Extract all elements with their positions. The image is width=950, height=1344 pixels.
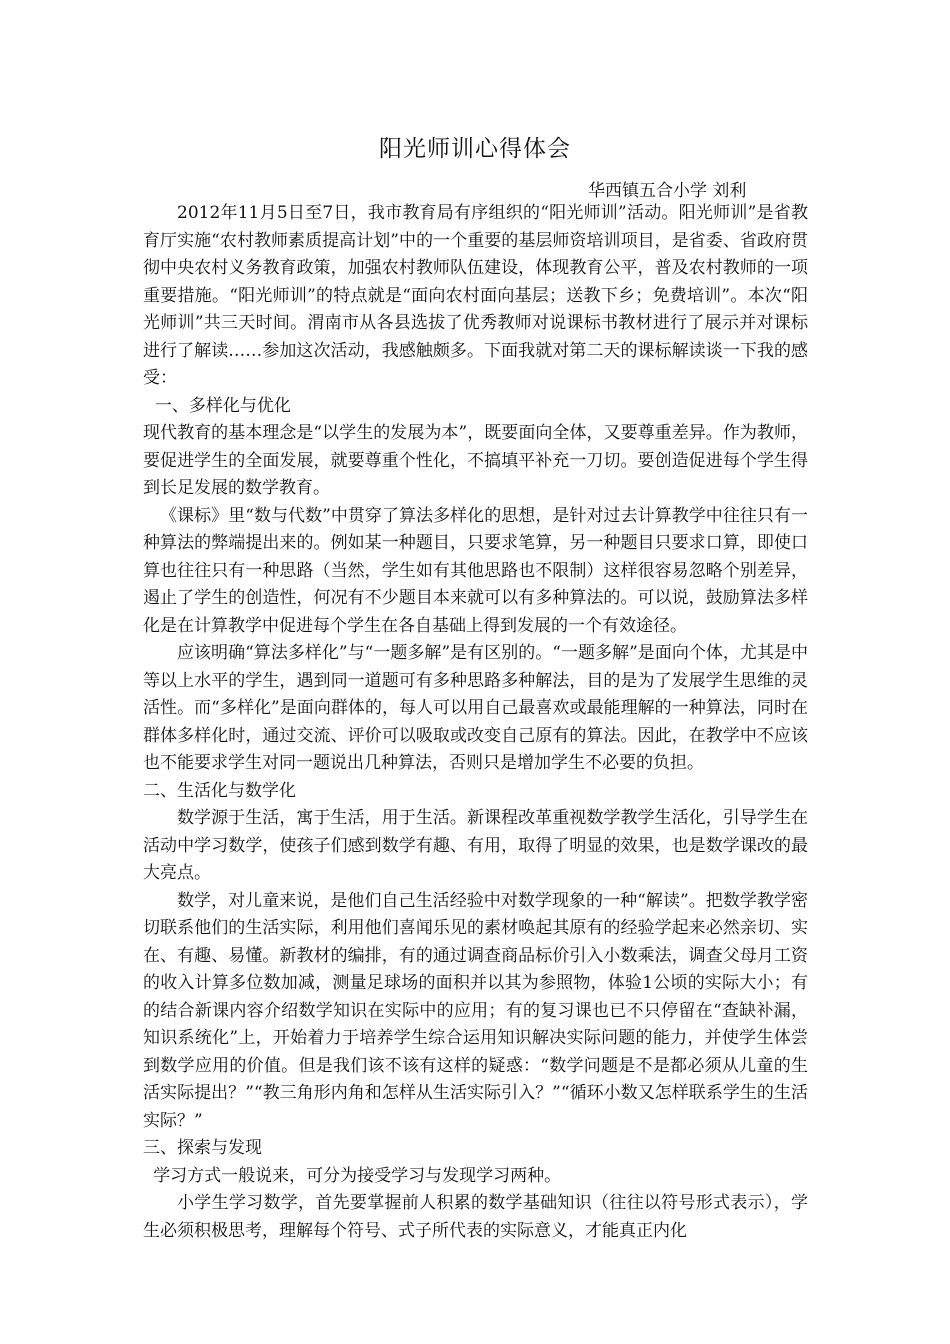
paragraph: 现代教育的基本理念是“以学生的发展为本”，既要面向全体，又要尊重差异。作为教师，要促进学生的全面发展，就要尊重个性化，不搞填平补充一刀切。要创造促进每个学生得到长足发展的数学教育。	[143, 423, 808, 498]
section-heading-1: 一、多样化与优化	[154, 395, 291, 416]
paragraph: 数学，对儿童来说，是他们自己生活经验中对数学现象的一种“解读”。把数学教学密切联系他们的生活实际，利用他们喜闻乐见的素材唤起其原有的经验学起来必然亲切、实在、有趣、易懂。新教材的编排，有的通过调查商品标价引入小数乘法，调查父母月工资的收入计算多位数加减，测量足球场的面积并以其为参照物，体验1公顷的实际大小；有的结合新课内容介绍数学知识在实际中的应用；有的复习课也已不只停留在“查缺补漏，知识系统化”上，开始着力于培养学生综合运用知识解决实际问题的能力，并使学生体尝到数学应用的价值。但是我们该不该有这样的疑惑：“数学问题是不是都必须从儿童的生活实际提出？”“教三角形内角和怎样从生活实际引入？”“循环小数又怎样联系学生的生活实际？”	[143, 890, 808, 1131]
section-heading-2: 二、生活化与数学化	[143, 780, 296, 801]
author-line: 华西镇五合小学 刘利	[588, 181, 747, 201]
paragraph-intro: 2012年11月5日至7日，我市教育局有序组织的“阳光师训”活动。阳光师训”是省教育厅实施“农村教师素质提高计划”中的一个重要的基层师资培训项目，是省委、省政府贯彻中央农村义务教育政策，加强农村教师队伍建设，体现教育公平，普及农村教师的一项重要措施。“阳光师训”的特点就是“面向农村面向基层；送教下乡；免费培训”。本次“阳光师训”共三天时间。渭南市从各县选拔了优秀教师对说课标书教材进行了展示并对课标进行了解读……参加这次活动，我感触颇多。下面我就对第二天的课标解读谈一下我的感受：	[143, 203, 808, 388]
document-body	[143, 200, 808, 1245]
paragraph: 小学生学习数学，首先要掌握前人积累的数学基础知识（往往以符号形式表示），学生必须积极思考，理解每个符号、式子所代表的实际意义，才能真正内化	[143, 1193, 808, 1241]
paragraph: 数学源于生活，寓于生活，用于生活。新课程改革重视数学教学生活化，引导学生在活动中学习数学，使孩子们感到数学有趣、有用，取得了明显的效果，也是数学课改的最大亮点。	[143, 808, 808, 883]
paragraph: 《课标》里“数与代数”中贯穿了算法多样化的思想，是针对过去计算教学中往往只有一种算法的弊端提出来的。例如某一种题目，只要求笔算，另一种题目只要求口算，即使口算也往往只有一种思路（当然，学生如有其他思路也不限制）这样很容易忽略个别差异，遏止了学生的创造性，何况有不少题目本来就可以有多种算法的。可以说，鼓励算法多样化是在计算教学中促进每个学生在各自基础上得到发展的一个有效途径。	[143, 505, 808, 636]
paragraph: 学习方式一般说来，可分为接受学习与发现学习两种。	[153, 1165, 562, 1186]
document-title: 阳光师训心得体会	[379, 136, 571, 162]
paragraph: 应该明确“算法多样化”与“一题多解”是有区别的。“一题多解”是面向个体，尤其是中等以上水平的学生，遇到同一道题可有多种思路多种解法，目的是为了发展学生思维的灵活性。而“多样化”是面向群体的，每人可以用自己最喜欢或最能理解的一种算法，同时在群体多样化时，通过交流、评价可以吸取或改变自己原有的算法。因此，在教学中不应该也不能要求学生对同一题说出几种算法，否则只是增加学生不必要的负担。	[143, 643, 808, 773]
section-heading-3: 三、探索与发现	[143, 1138, 262, 1158]
